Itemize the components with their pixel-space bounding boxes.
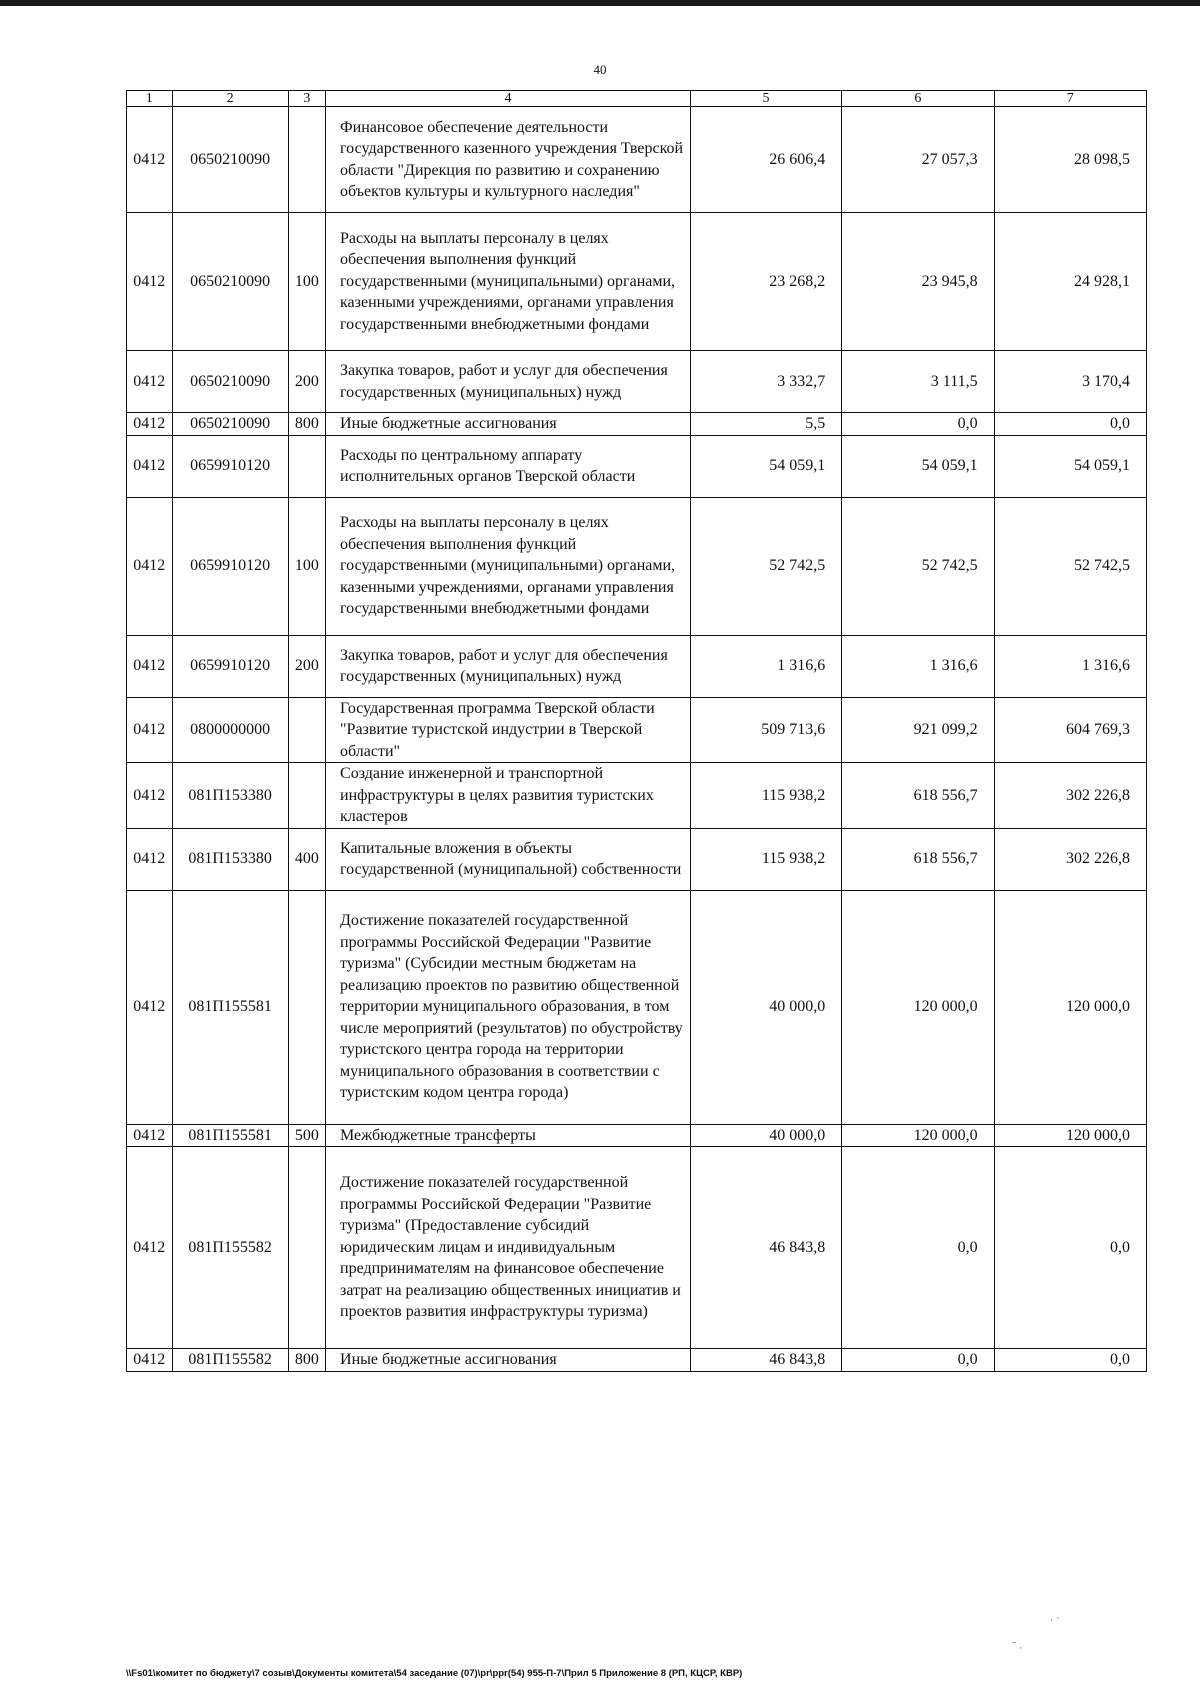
cell-amount-col7: 3 170,4 [994,351,1146,413]
cell-amount-col6: 120 000,0 [842,890,994,1124]
cell-amount-col7: 52 742,5 [994,497,1146,635]
cell-amount-col7: 302 226,8 [994,828,1146,890]
cell-expense-type-code: 400 [288,828,325,890]
cell-amount-col7: 120 000,0 [994,890,1146,1124]
col-header-1: 1 [127,91,173,107]
table-row [127,107,1147,213]
cell-item-name: Расходы по центральному аппарату исполнительных органов Тверской области [326,435,691,497]
cell-expense-type-code [288,435,325,497]
cell-amount-col5: 46 843,8 [690,1147,841,1349]
cell-item-name: Межбюджетные трансферты [326,1124,691,1147]
cell-section-code: 0412 [127,1349,173,1372]
cell-section-code: 0412 [127,635,173,697]
cell-expense-type-code: 800 [288,1349,325,1372]
cell-expense-type-code [288,107,325,213]
scan-top-edge [0,0,1200,6]
page-number: 40 [593,62,607,77]
cell-item-name: Иные бюджетные ассигнования [326,1349,691,1372]
cell-item-name: Расходы на выплаты персоналу в целях обеспечения выполнения функций государственными (муниципальными) органами, казенными учреждениями, органами управления государственными внебюджетными фондами [326,213,691,351]
cell-amount-col7: 604 769,3 [994,697,1146,763]
cell-target-article-code: 0800000000 [172,697,288,763]
cell-section-code: 0412 [127,351,173,413]
cell-amount-col7: 28 098,5 [994,107,1146,213]
cell-amount-col6: 54 059,1 [842,435,994,497]
cell-amount-col5: 5,5 [690,413,841,436]
cell-amount-col5: 26 606,4 [690,107,841,213]
footer-file-path: \\Fs01\комитет по бюджету\7 созыв\Документы комитета\54 заседание (07)\pr\ppr(54) 955-П-7\Прил 5 Приложение 8 (РП, КЦСР, КВР) [126,1668,743,1679]
table-row [127,828,1147,890]
cell-target-article-code: 081П155581 [172,1124,288,1147]
cell-amount-col6: 3 111,5 [842,351,994,413]
table-row [127,635,1147,697]
col-header-6: 6 [842,91,994,107]
cell-amount-col6: 618 556,7 [842,763,994,829]
cell-amount-col7: 54 059,1 [994,435,1146,497]
cell-amount-col5: 46 843,8 [690,1349,841,1372]
col-header-4: 4 [326,91,691,107]
cell-item-name: Капитальные вложения в объекты государственной (муниципальной) собственности [326,828,691,890]
table-row [127,213,1147,351]
cell-amount-col6: 1 316,6 [842,635,994,697]
cell-target-article-code: 081П155582 [172,1147,288,1349]
cell-amount-col7: 302 226,8 [994,763,1146,829]
cell-item-name: Достижение показателей государственной программы Российской Федерации "Развитие туризма" (Субсидии местным бюджетам на реализацию проектов по развитию общественной территории муниципального образования, в том числе мероприятий (результатов) по обустройству туристского центра города на территории муниципального образования в соответствии с туристским кодом центра города) [326,890,691,1124]
cell-section-code: 0412 [127,435,173,497]
cell-amount-col5: 52 742,5 [690,497,841,635]
cell-amount-col5: 509 713,6 [690,697,841,763]
col-header-2: 2 [172,91,288,107]
cell-expense-type-code [288,1147,325,1349]
cell-expense-type-code [288,890,325,1124]
cell-expense-type-code: 100 [288,497,325,635]
col-header-7: 7 [994,91,1146,107]
cell-amount-col7: 1 316,6 [994,635,1146,697]
cell-amount-col7: 0,0 [994,413,1146,436]
cell-section-code: 0412 [127,413,173,436]
cell-amount-col6: 618 556,7 [842,828,994,890]
cell-item-name: Закупка товаров, работ и услуг для обеспечения государственных (муниципальных) нужд [326,351,691,413]
table-row [127,697,1147,763]
cell-section-code: 0412 [127,497,173,635]
cell-section-code: 0412 [127,1124,173,1147]
table-row [127,497,1147,635]
cell-amount-col6: 120 000,0 [842,1124,994,1147]
cell-target-article-code: 0650210090 [172,107,288,213]
cell-expense-type-code [288,697,325,763]
cell-target-article-code: 081П155582 [172,1349,288,1372]
cell-target-article-code: 081П155581 [172,890,288,1124]
cell-section-code: 0412 [127,890,173,1124]
table-body [127,107,1147,1372]
cell-amount-col5: 54 059,1 [690,435,841,497]
cell-amount-col6: 921 099,2 [842,697,994,763]
cell-amount-col5: 3 332,7 [690,351,841,413]
cell-amount-col5: 23 268,2 [690,213,841,351]
col-header-5: 5 [690,91,841,107]
cell-section-code: 0412 [127,828,173,890]
scan-speck: ‾ · [1012,1642,1023,1654]
cell-target-article-code: 0650210090 [172,213,288,351]
cell-item-name: Иные бюджетные ассигнования [326,413,691,436]
cell-amount-col6: 27 057,3 [842,107,994,213]
cell-amount-col6: 52 742,5 [842,497,994,635]
cell-amount-col6: 0,0 [842,1349,994,1372]
cell-amount-col5: 40 000,0 [690,890,841,1124]
cell-amount-col5: 40 000,0 [690,1124,841,1147]
cell-section-code: 0412 [127,763,173,829]
cell-target-article-code: 0650210090 [172,351,288,413]
table-row [127,1124,1147,1147]
cell-expense-type-code: 800 [288,413,325,436]
cell-section-code: 0412 [127,107,173,213]
cell-expense-type-code [288,763,325,829]
cell-expense-type-code: 100 [288,213,325,351]
cell-item-name: Расходы на выплаты персоналу в целях обеспечения выполнения функций государственными (муниципальными) органами, казенными учреждениями, органами управления государственными внебюджетными фондами [326,497,691,635]
table-row [127,890,1147,1124]
cell-expense-type-code: 200 [288,635,325,697]
cell-amount-col6: 23 945,8 [842,213,994,351]
cell-expense-type-code: 200 [288,351,325,413]
cell-amount-col6: 0,0 [842,413,994,436]
table-row [127,1349,1147,1372]
cell-amount-col7: 0,0 [994,1349,1146,1372]
table-header [127,91,1147,107]
budget-table [126,90,1147,1372]
cell-amount-col7: 24 928,1 [994,213,1146,351]
cell-target-article-code: 0659910120 [172,497,288,635]
table-row [127,413,1147,436]
cell-item-name: Государственная программа Тверской области "Развитие туристской индустрии в Тверской области" [326,697,691,763]
cell-amount-col5: 1 316,6 [690,635,841,697]
table-row [127,1147,1147,1349]
table-row [127,763,1147,829]
cell-item-name: Достижение показателей государственной программы Российской Федерации "Развитие туризма" (Предоставление субсидий юридическим лицам и индивидуальным предпринимателям на финансовое обеспечение затрат на реализацию общественных инициатив и проектов развития инфраструктуры туризма) [326,1147,691,1349]
cell-section-code: 0412 [127,697,173,763]
cell-amount-col6: 0,0 [842,1147,994,1349]
cell-section-code: 0412 [127,1147,173,1349]
cell-item-name: Финансовое обеспечение деятельности государственного казенного учреждения Тверской области "Дирекция по развитию и сохранению объектов культуры и культурного наследия" [326,107,691,213]
col-header-3: 3 [288,91,325,107]
cell-item-name: Создание инженерной и транспортной инфраструктуры в целях развития туристских кластеров [326,763,691,829]
cell-section-code: 0412 [127,213,173,351]
table-row [127,351,1147,413]
scan-speck: . · [1050,1612,1060,1624]
cell-amount-col7: 120 000,0 [994,1124,1146,1147]
cell-target-article-code: 0650210090 [172,413,288,436]
cell-amount-col5: 115 938,2 [690,828,841,890]
cell-target-article-code: 0659910120 [172,635,288,697]
cell-expense-type-code: 500 [288,1124,325,1147]
table-row [127,435,1147,497]
cell-target-article-code: 0659910120 [172,435,288,497]
column-numbers-row [127,91,1147,107]
cell-amount-col7: 0,0 [994,1147,1146,1349]
cell-target-article-code: 081П153380 [172,763,288,829]
cell-amount-col5: 115 938,2 [690,763,841,829]
cell-item-name: Закупка товаров, работ и услуг для обеспечения государственных (муниципальных) нужд [326,635,691,697]
cell-target-article-code: 081П153380 [172,828,288,890]
